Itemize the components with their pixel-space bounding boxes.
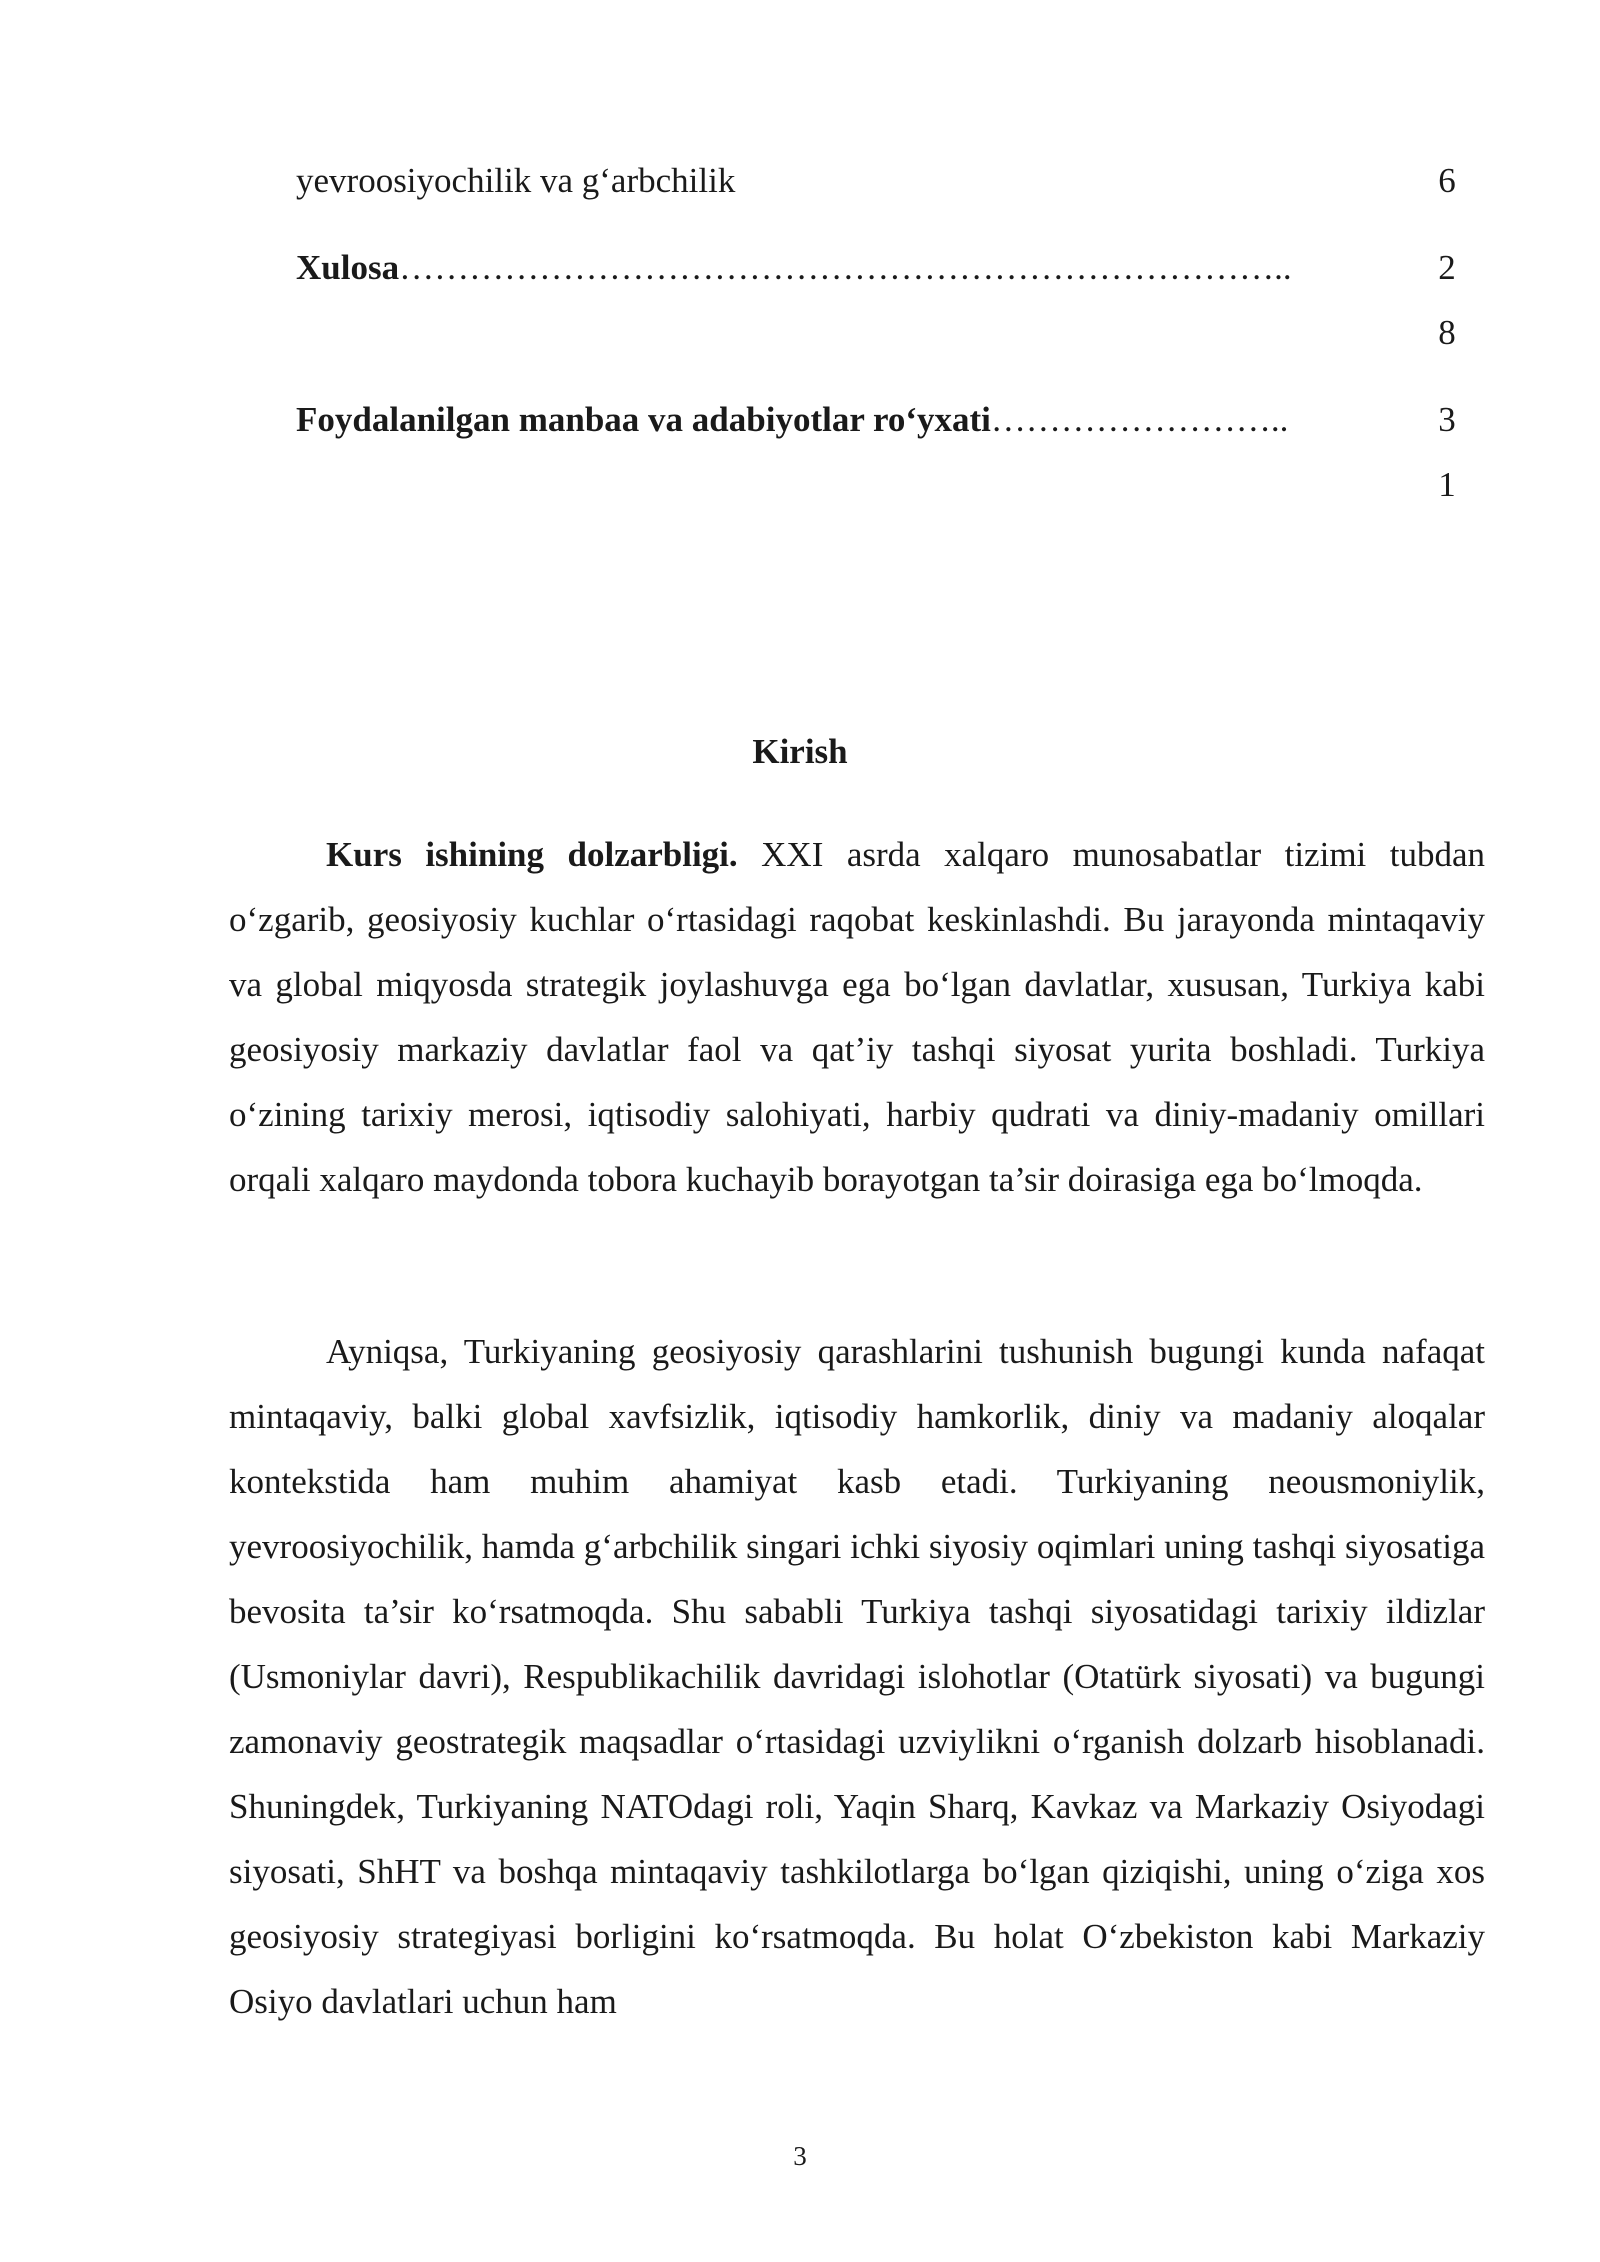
paragraph-text: Ayniqsa, Turkiyaning geosiyosiy qarashlarini tushunish bugungi kunda nafaqat mintaqaviy, balki global xavfsizlik, iqtisodiy hamkorlik, diniy va madaniy aloqalar kontekstida ham muhim ahamiyat kasb etadi. Turkiyaning neousmoniylik, yevroosiyochilik, hamda g‘arbchilik singari ichki siyosiy oqimlari uning tashqi siyosatiga bevosita ta’sir ko‘rsatmoqda. Shu sababli Turkiya tashqi siyosatidagi tarixiy ildizlar (Usmoniylar davri), Respublikachilik davridagi islohotlar (Otatürk siyosati) va bugungi zamonaviy geostrategik maqsadlar o‘rtasidagi uzviylikni o‘rganish dolzarb hisoblanadi. Shuningdek, Turkiyaning NATOdagi roli, Yaqin Sharq, Kavkaz va Markaziy Osiyodagi siyosati, ShHT va boshqa mintaqaviy tashkilotlarga bo‘lgan qiziqishi, uning o‘ziga xos geosiyosiy strategiyasi borligini ko‘rsatmoqda. Bu holat O‘zbekiston kabi Markaziy Osiyo davlatlari uchun ham [229,1332,1485,2021]
page-number: 3 [793,2141,807,2171]
paragraph-lead: Kurs ishining dolzarbligi. [326,835,738,874]
toc-entry-page: 6 [1438,161,1456,200]
toc-entry-title-text: yevroosiyochilik va g‘arbchilik [296,161,736,200]
toc-entry-page: 31 [1438,400,1456,504]
body-paragraph [229,822,1485,1212]
toc-entry-page: 28 [1438,248,1456,352]
toc-entry-title-text: Foydalanilgan manbaa va adabiyotlar ro‘yxati [296,400,991,439]
toc-entry[interactable] [296,387,1462,517]
body-paragraph [229,1319,1485,2034]
paragraph-text: XXI asrda xalqaro munosabatlar tizimi tubdan o‘zgarib, geosiyosiy kuchlar o‘rtasidagi raqobat keskinlashdi. Bu jarayonda mintaqaviy va global miqyosda strategik joylashuvga ega bo‘lgan davlatlar, xususan, Turkiya kabi geosiyosiy markaziy davlatlar faol va qat’iy tashqi siyosat yurita boshladi. Turkiya o‘zining tarixiy merosi, iqtisodiy salohiyati, harbiy qudrati va diniy-madaniy omillari orqali xalqaro maydonda tobora kuchayib borayotgan ta’sir doirasiga ega bo‘lmoqda. [229,835,1486,1199]
toc-dot-leader: …………………….. [990,400,1289,439]
table-of-contents [296,148,1462,517]
toc-dot-leader: ………………………………………………………………….. [399,248,1292,287]
toc-entry-title [296,387,1288,452]
toc-entry-title [296,235,1292,300]
toc-entry-title-text: Xulosa [296,248,400,287]
section-heading: Kirish [752,732,848,771]
toc-entry[interactable] [296,235,1462,365]
toc-entry-title [296,148,735,213]
toc-entry[interactable] [296,148,1462,213]
